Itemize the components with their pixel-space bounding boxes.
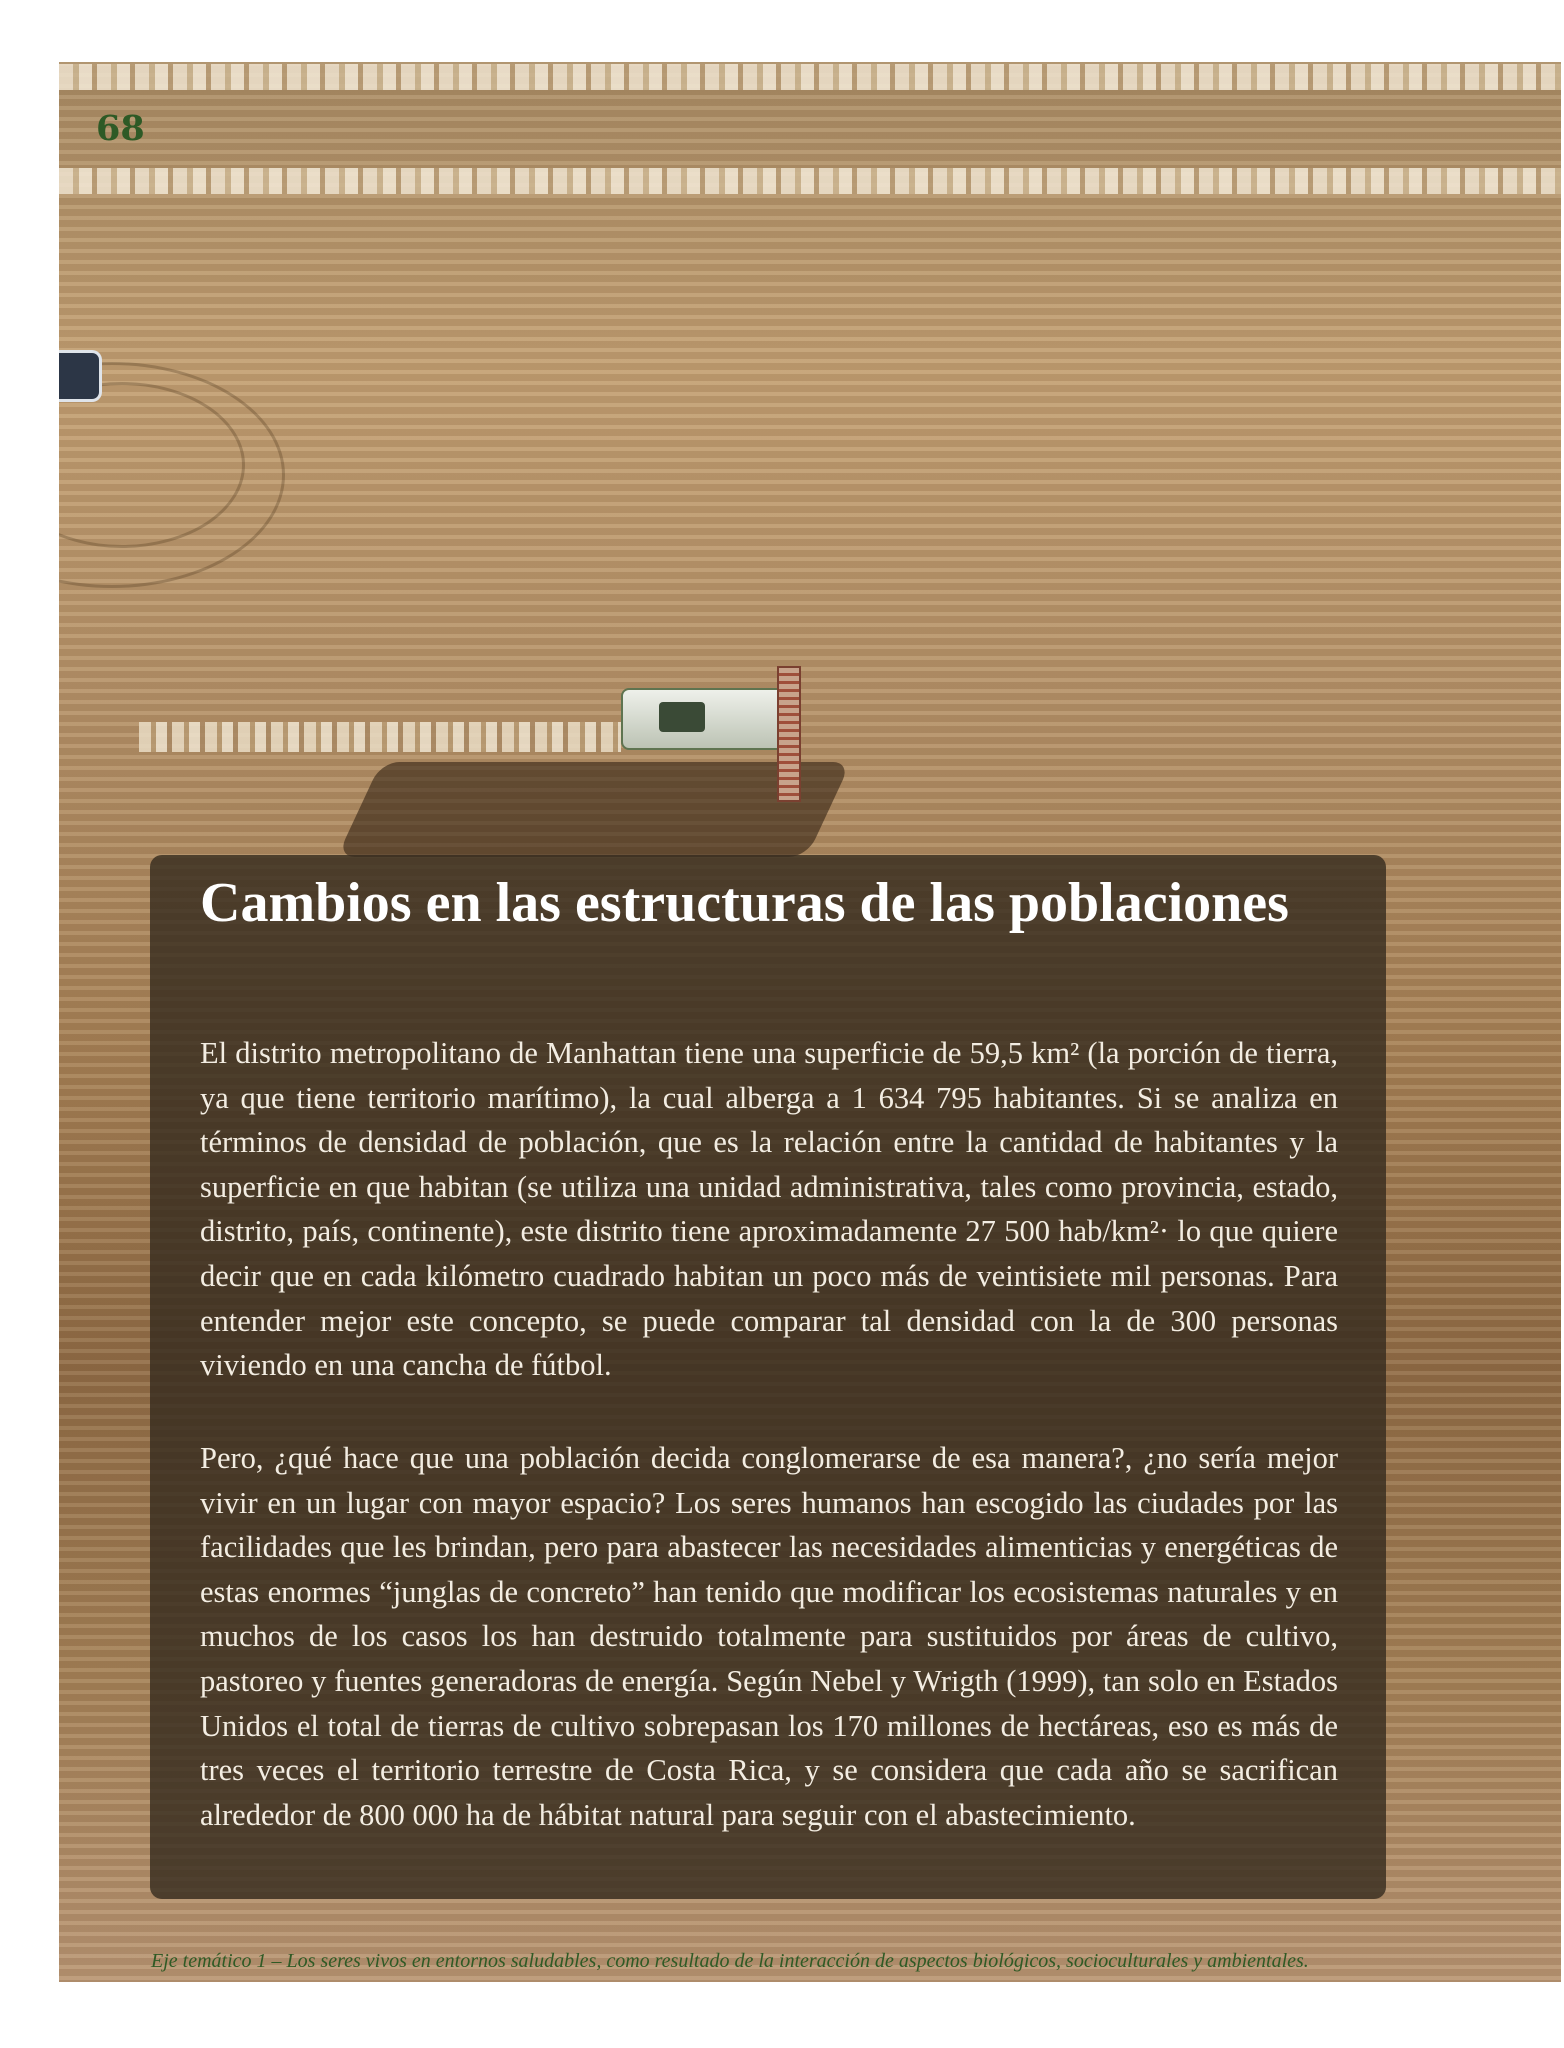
page-number: 68 <box>96 108 145 149</box>
harvested-swath <box>59 168 1561 194</box>
harvested-swath <box>59 64 1561 90</box>
footer-caption: Eje temático 1 – Los seres vivos en entornos saludables, como resultado de la interacción de aspectos biológicos, socioculturales y ambientales. <box>151 1950 1309 1972</box>
body-paragraph: El distrito metropolitano de Manhattan tiene una superficie de 59,5 km² (la porción de tierra, ya que tiene territorio marítimo), la cual alberga a 1 634 795 habitantes. Si se analiza en términos de densidad de población, que es la relación entre la cantidad de habitantes y la superficie en que habitan (se utiliza una unidad administrativa, tales como provincia, estado, distrito, país, continente), este distrito tiene aproximadamente 27 500 hab/km²· lo que quiere decir que en cada kilómetro cuadrado habitan un poco más de veintisiete mil personas. Para entender mejor este concepto, se puede comparar tal densidad con la de 300 personas viviendo en una cancha de fútbol. <box>200 1036 1338 1383</box>
harvested-swath <box>139 722 621 752</box>
harvester-header <box>777 666 801 802</box>
harvester-shadow <box>337 762 851 857</box>
text-panel <box>150 855 1386 1899</box>
harvester-cab <box>659 702 705 732</box>
body-paragraph: Pero, ¿qué hace que una población decida conglomerarse de esa manera?, ¿no sería mejor vivir en un lugar con mayor espacio? Los seres humanos han escogido las ciudades por las facilidades que les brindan, pero para abastecer las necesidades alimenticias y energéticas de estas enormes “junglas de concreto” han tenido que modificar los ecosistemas naturales y en muchos de los casos los han destruido totalmente para sustituidos por áreas de cultivo, pastoreo y fuentes generadoras de energía. Según Nebel y Wrigth (1999), tan solo en Estados Unidos el total de tierras de cultivo sobrepasan los 170 millones de hectáreas, eso es más de tres veces el territorio terrestre de Costa Rica, y se considera que cada año se sacrifican alrededor de 800 000 ha de hábitat natural para seguir con el abastecimiento. <box>200 1441 1338 1832</box>
vehicle <box>59 350 102 402</box>
page-title: Cambios en las estructuras de las poblaciones <box>200 872 1289 934</box>
page <box>59 62 1561 1982</box>
